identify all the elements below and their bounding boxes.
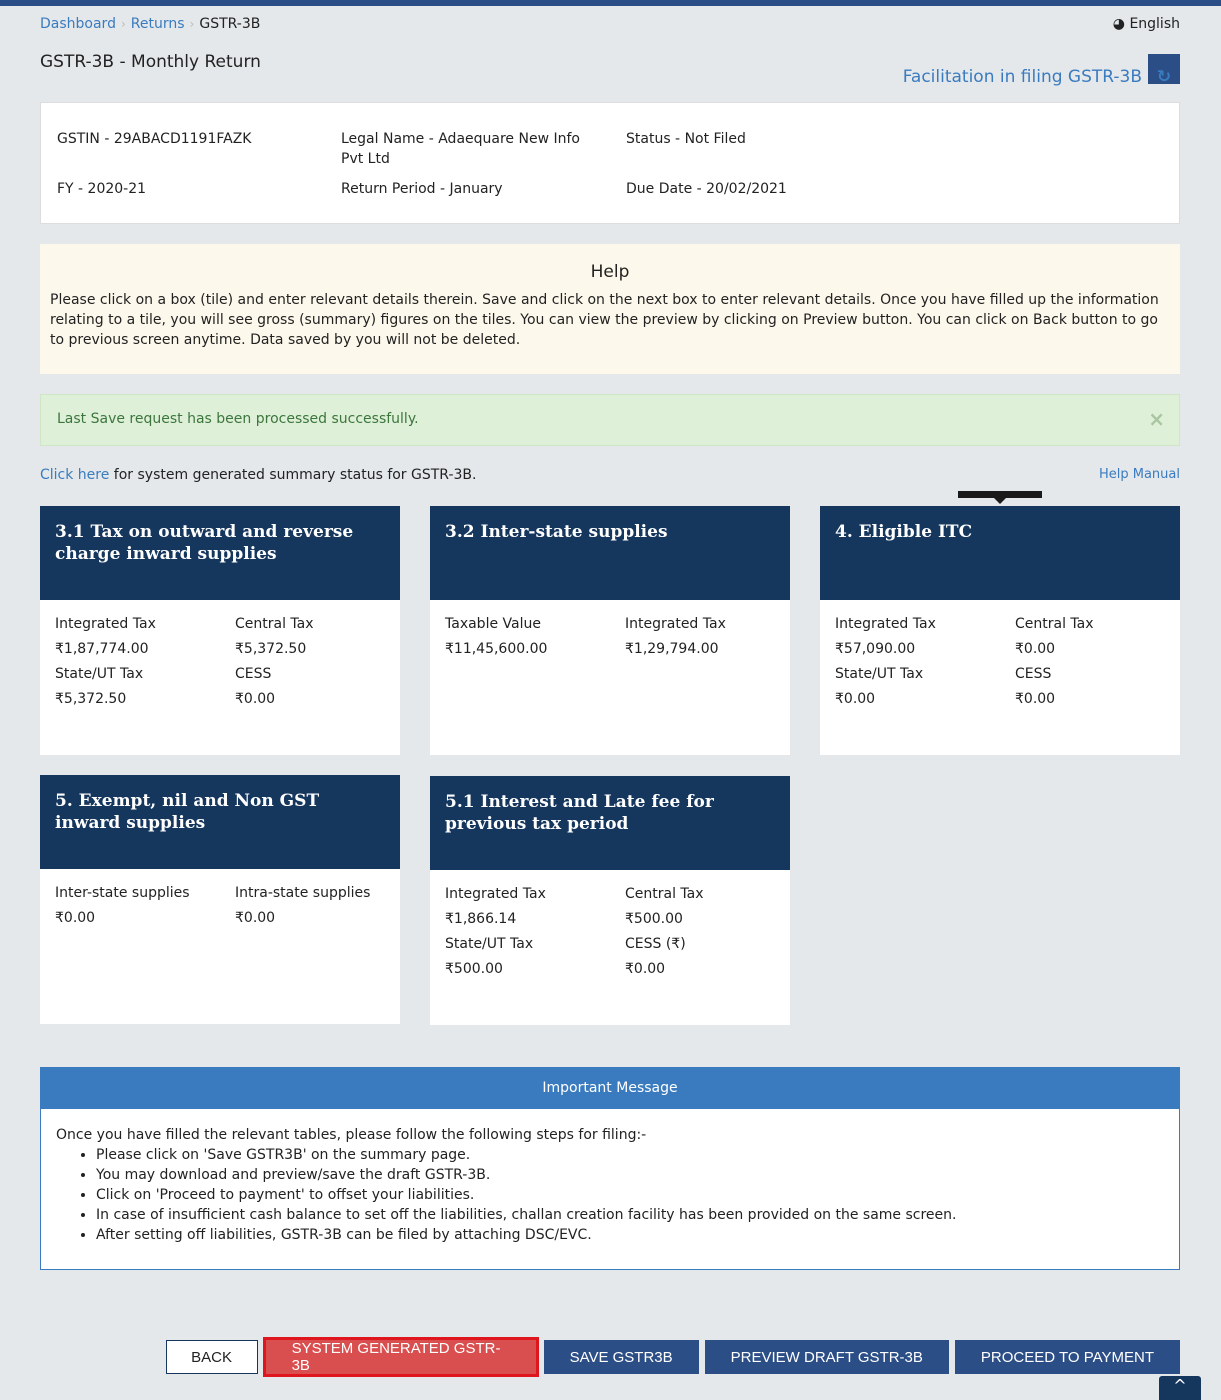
refresh-button[interactable] bbox=[1148, 54, 1180, 87]
tile-cell: Integrated Tax bbox=[625, 616, 726, 632]
tile-cell: ₹5,372.50 bbox=[55, 691, 127, 707]
summary-status-line bbox=[40, 467, 1180, 483]
tile-cell: Intra-state supplies bbox=[235, 885, 371, 901]
due-date: Due Date - 20/02/2021 bbox=[626, 181, 787, 197]
legal-name: Legal Name - Adaequare New Info Pvt Ltd bbox=[341, 131, 580, 167]
tile-title: 5. Exempt, nil and Non GST inward supplies bbox=[40, 775, 400, 869]
chevron-right-icon: › bbox=[120, 17, 126, 31]
top-nav-bar bbox=[0, 0, 1221, 6]
tile-cell: ₹500.00 bbox=[445, 961, 503, 977]
gstin: GSTIN - 29ABACD1191FAZK bbox=[57, 131, 252, 147]
tile-4[interactable] bbox=[40, 775, 400, 1024]
status: Status - Not Filed bbox=[626, 131, 746, 147]
tile-title: 3.2 Inter-state supplies bbox=[430, 506, 790, 600]
tile-cell: State/UT Tax bbox=[835, 666, 924, 682]
preview-draft-button[interactable]: PREVIEW DRAFT GSTR-3B bbox=[705, 1340, 949, 1374]
tile-cell: CESS bbox=[1015, 666, 1052, 682]
chevron-right-icon: › bbox=[189, 17, 195, 31]
tile-cell: Inter-state supplies bbox=[55, 885, 190, 901]
chevron-up-icon: ^ bbox=[1173, 1376, 1187, 1395]
tile-cell: State/UT Tax bbox=[445, 936, 534, 952]
click-here-link[interactable]: Click here bbox=[40, 467, 110, 483]
help-text: Please click on a box (tile) and enter relevant details therein. Save and click on the next box to enter relevant details. Once you have filled up the information relating to a tile, you will see gross (summary) figures on the tiles. You can view the preview by clicking on Preview button. You can click on Back button to go to previous screen anytime. Data saved by you will not be deleted. bbox=[50, 292, 1159, 348]
close-icon[interactable]: × bbox=[1148, 407, 1165, 431]
return-period: Return Period - January bbox=[341, 181, 503, 197]
help-panel bbox=[40, 244, 1180, 374]
tile-cell: ₹0.00 bbox=[235, 910, 276, 926]
summary-text: for system generated summary status for GSTR-3B. bbox=[109, 467, 477, 483]
tile-cell: Central Tax bbox=[625, 886, 704, 902]
refresh-icon: ↻ bbox=[1156, 67, 1172, 87]
help-manual-link[interactable]: Help Manual bbox=[1098, 467, 1180, 482]
language-label: English bbox=[1129, 16, 1180, 32]
step: • In case of insufficient cash balance to set off the liabilities, challan creation facility has been provided on the same screen. bbox=[96, 1205, 1164, 1225]
save-gstr3b-button[interactable]: SAVE GSTR3B bbox=[544, 1340, 699, 1374]
important-message bbox=[40, 1067, 1180, 1270]
tile-title: 5.1 Interest and Late fee for previous tax period bbox=[430, 776, 790, 870]
tile-cell: Central Tax bbox=[1015, 616, 1094, 632]
tile-5[interactable] bbox=[430, 776, 790, 1025]
tile-cell: Taxable Value bbox=[445, 616, 541, 632]
important-message-title: Important Message bbox=[41, 1068, 1179, 1109]
scroll-to-top-button[interactable] bbox=[1159, 1376, 1201, 1400]
facilitation bbox=[903, 51, 1180, 87]
return-info-panel bbox=[40, 102, 1180, 224]
important-intro: Once you have filled the relevant tables, please follow the following steps for filing:- bbox=[56, 1127, 647, 1143]
tile-cell: Central Tax bbox=[235, 616, 314, 632]
tile-title: 3.1 Tax on outward and reverse charge inward supplies bbox=[40, 506, 400, 600]
success-alert bbox=[40, 394, 1180, 446]
step: • You may download and preview/save the draft GSTR-3B. bbox=[96, 1165, 1164, 1185]
tile-cell: ₹1,87,774.00 bbox=[55, 641, 149, 657]
tile-2[interactable] bbox=[430, 506, 790, 755]
alert-text: Last Save request has been processed successfully. bbox=[57, 411, 419, 427]
tile-cell: State/UT Tax bbox=[55, 666, 144, 682]
tile-cell: ₹0.00 bbox=[1015, 691, 1056, 707]
tile-cell: ₹11,45,600.00 bbox=[445, 641, 548, 657]
tile-cell: ₹1,866.14 bbox=[445, 911, 517, 927]
page-title: GSTR-3B - Monthly Return bbox=[40, 52, 261, 72]
tile-cell: ₹0.00 bbox=[1015, 641, 1056, 657]
tile-cell: ₹5,372.50 bbox=[235, 641, 307, 657]
fy: FY - 2020-21 bbox=[57, 181, 147, 197]
tile-cell: ₹0.00 bbox=[835, 691, 876, 707]
breadcrumb-dashboard[interactable]: Dashboard bbox=[40, 16, 116, 32]
breadcrumb bbox=[40, 16, 1180, 32]
system-generated-gstr3b-button[interactable]: SYSTEM GENERATED GSTR-3B bbox=[266, 1340, 536, 1374]
tile-cell: Integrated Tax bbox=[835, 616, 936, 632]
proceed-to-payment-button[interactable]: PROCEED TO PAYMENT bbox=[955, 1340, 1180, 1374]
steps-list bbox=[96, 1145, 1164, 1245]
tooltip bbox=[958, 491, 1042, 498]
tile-cell: ₹0.00 bbox=[625, 961, 666, 977]
tile-1[interactable] bbox=[40, 506, 400, 755]
step: • Click on 'Proceed to payment' to offset your liabilities. bbox=[96, 1185, 1164, 1205]
breadcrumb-current: GSTR-3B bbox=[199, 16, 261, 32]
back-button[interactable]: BACK bbox=[166, 1340, 258, 1374]
tile-cell: ₹57,090.00 bbox=[835, 641, 916, 657]
tile-cell: ₹500.00 bbox=[625, 911, 683, 927]
tile-cell: Integrated Tax bbox=[55, 616, 156, 632]
page-header bbox=[40, 52, 1180, 87]
facilitation-link[interactable]: Facilitation in filing GSTR-3B bbox=[902, 67, 1142, 87]
step: • After setting off liabilities, GSTR-3B can be filed by attaching DSC/EVC. bbox=[96, 1225, 1164, 1245]
tile-title: 4. Eligible ITC bbox=[820, 506, 1180, 600]
tile-cell: CESS (₹) bbox=[625, 936, 686, 952]
tile-cell: ₹0.00 bbox=[55, 910, 96, 926]
tile-cell: Integrated Tax bbox=[445, 886, 546, 902]
globe-icon: ◕ bbox=[1112, 16, 1125, 32]
tile-cell: ₹0.00 bbox=[235, 691, 276, 707]
tile-3[interactable] bbox=[820, 506, 1180, 755]
tile-cell: ₹1,29,794.00 bbox=[625, 641, 719, 657]
language-selector[interactable] bbox=[1113, 16, 1180, 32]
action-buttons bbox=[166, 1340, 1180, 1374]
breadcrumb-returns[interactable]: Returns bbox=[130, 16, 185, 32]
tile-cell: CESS bbox=[235, 666, 272, 682]
help-title: Help bbox=[590, 262, 630, 282]
step: • Please click on 'Save GSTR3B' on the summary page. bbox=[96, 1145, 1164, 1165]
